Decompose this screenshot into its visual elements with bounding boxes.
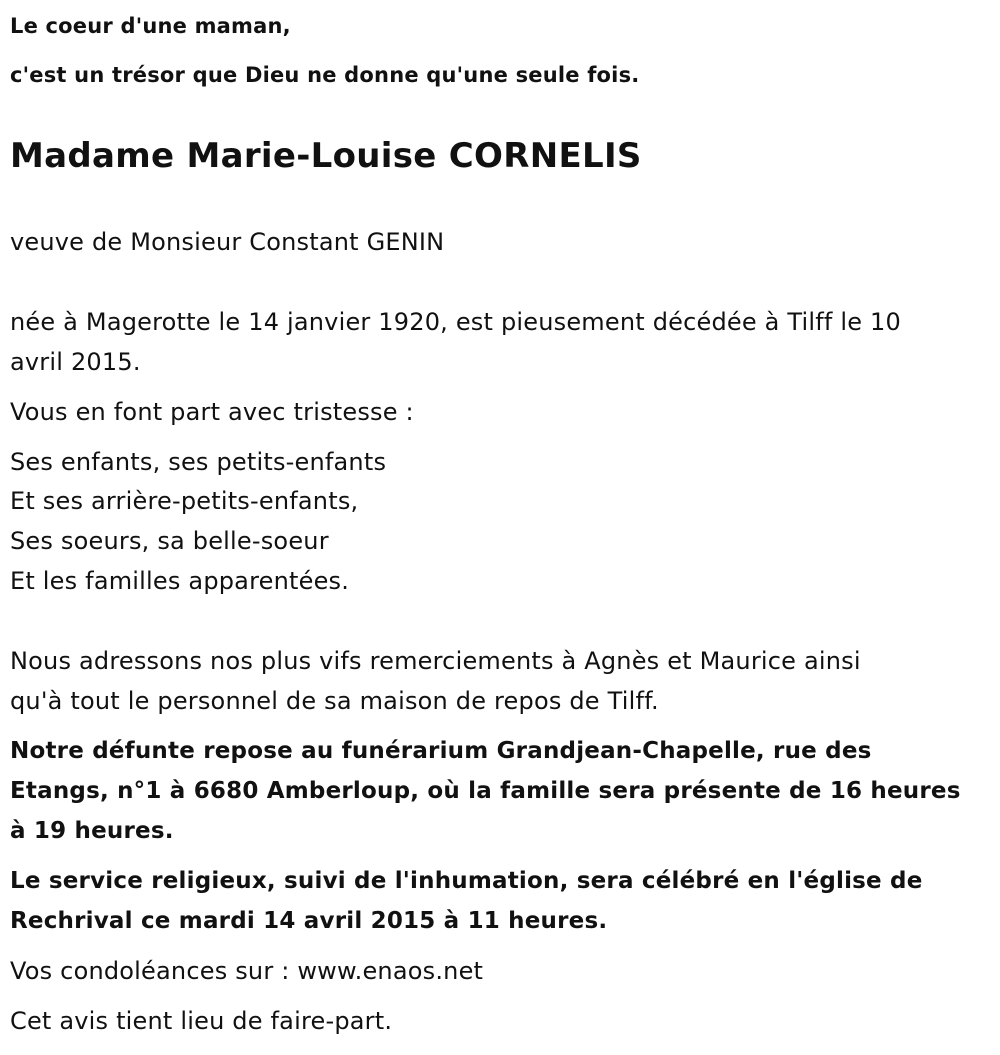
funeral-home-line-3: à 19 heures. — [10, 818, 174, 844]
thanks-line-1: Nous adressons nos plus vifs remerciements à Agnès et Maurice ainsi — [10, 647, 861, 675]
announcement-intro: Vous en font part avec tristesse : — [10, 398, 414, 426]
service-line-2: Rechrival ce mardi 14 avril 2015 à 11 heures. — [10, 908, 608, 934]
funeral-home-line-2: Etangs, n°1 à 6680 Amberloup, où la famille sera présente de 16 heures — [10, 778, 961, 804]
quote-line-1: Le coeur d'une maman, — [10, 14, 291, 38]
family-line: Et ses arrière-petits-enfants, — [10, 487, 359, 515]
thanks-line-2: qu'à tout le personnel de sa maison de repos de Tilff. — [10, 687, 659, 715]
closing-line: Cet avis tient lieu de faire-part. — [10, 1007, 393, 1035]
spouse-line: veuve de Monsieur Constant GENIN — [10, 228, 445, 256]
birth-death-line-2: avril 2015. — [10, 348, 141, 376]
funeral-home-line-1: Notre défunte repose au funérarium Grandjean-Chapelle, rue des — [10, 738, 872, 764]
family-line: Et les familles apparentées. — [10, 567, 350, 595]
family-line: Ses soeurs, sa belle-soeur — [10, 527, 329, 555]
birth-death-line-1: née à Magerotte le 14 janvier 1920, est pieusement décédée à Tilff le 10 — [10, 308, 901, 336]
family-line: Ses enfants, ses petits-enfants — [10, 448, 387, 476]
service-line-1: Le service religieux, suivi de l'inhumation, sera célébré en l'église de — [10, 868, 923, 894]
deceased-name: Madame Marie-Louise CORNELIS — [10, 136, 642, 176]
condolences-line: Vos condoléances sur : www.enaos.net — [10, 957, 484, 985]
quote-line-2: c'est un trésor que Dieu ne donne qu'une seule fois. — [10, 63, 640, 87]
